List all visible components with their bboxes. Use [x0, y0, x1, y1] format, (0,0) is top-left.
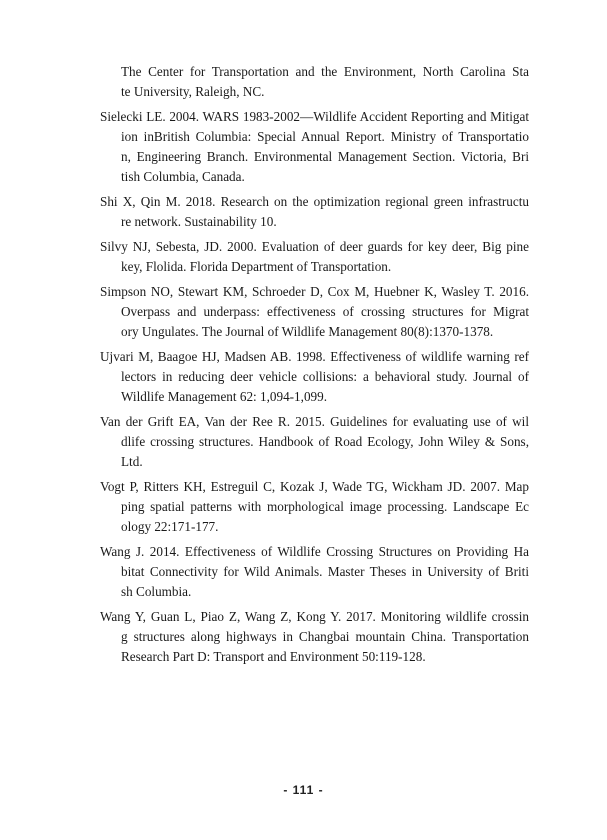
- reference-line: te University, Raleigh, NC.: [121, 84, 265, 99]
- reference-line: Wildlife Management 62: 1,094-1,099.: [121, 389, 328, 404]
- reference-line: lectors in reducing deer vehicle collisions: a behavioral study. Journal of: [121, 369, 529, 384]
- reference-line: n, Engineering Branch. Environmental Management Section. Victoria, Bri: [121, 149, 529, 164]
- reference-line: tish Columbia, Canada.: [121, 169, 245, 184]
- reference-line: Sielecki LE. 2004. WARS 1983-2002—Wildlife Accident Reporting and Mitigat: [100, 109, 529, 124]
- reference-line: Wang J. 2014. Effectiveness of Wildlife Crossing Structures on Providing Ha: [100, 544, 529, 559]
- reference-line: bitat Connectivity for Wild Animals. Master Theses in University of Briti: [121, 564, 529, 579]
- reference-line: g structures along highways in Changbai mountain China. Transportation: [121, 629, 529, 644]
- reference-line: Overpass and underpass: effectiveness of crossing structures for Migrat: [121, 304, 529, 319]
- reference-line: Vogt P, Ritters KH, Estreguil C, Kozak J, Wade TG, Wickham JD. 2007. Map: [100, 479, 529, 494]
- reference-entry: [100, 412, 529, 472]
- reference-line: Ujvari M, Baagoe HJ, Madsen AB. 1998. Effectiveness of wildlife warning ref: [100, 349, 529, 364]
- reference-entry: [100, 542, 529, 602]
- reference-line: Wang Y, Guan L, Piao Z, Wang Z, Kong Y. 2017. Monitoring wildlife crossin: [100, 609, 529, 624]
- reference-line: ping spatial patterns with morphological image processing. Landscape Ec: [121, 499, 529, 514]
- reference-entry: [100, 477, 529, 537]
- reference-line: ology 22:171-177.: [121, 519, 219, 534]
- reference-line: Simpson NO, Stewart KM, Schroeder D, Cox M, Huebner K, Wasley T. 2016.: [100, 284, 529, 299]
- reference-entry: [100, 192, 529, 232]
- reference-line: Silvy NJ, Sebesta, JD. 2000. Evaluation of deer guards for key deer, Big pine: [100, 239, 529, 254]
- reference-line: ory Ungulates. The Journal of Wildlife Management 80(8):1370-1378.: [121, 324, 494, 339]
- reference-line: Van der Grift EA, Van der Ree R. 2015. Guidelines for evaluating use of wil: [100, 414, 529, 429]
- reference-entry-continued: [100, 62, 529, 102]
- reference-entry: [100, 237, 529, 277]
- reference-entry: [100, 607, 529, 667]
- reference-line: sh Columbia.: [121, 584, 192, 599]
- reference-line: re network. Sustainability 10.: [121, 214, 277, 229]
- reference-line: ion inBritish Columbia: Special Annual Report. Ministry of Transportatio: [121, 129, 529, 144]
- reference-line: Research Part D: Transport and Environment 50:119-128.: [121, 649, 426, 664]
- reference-list: [100, 62, 529, 672]
- reference-line: Ltd.: [121, 454, 143, 469]
- reference-line: Shi X, Qin M. 2018. Research on the optimization regional green infrastructu: [100, 194, 529, 209]
- page-number: - 111 -: [283, 783, 324, 797]
- reference-entry: [100, 282, 529, 342]
- reference-line: key, Flolida. Florida Department of Transportation.: [121, 259, 392, 274]
- reference-line: The Center for Transportation and the Environment, North Carolina Sta: [121, 64, 529, 79]
- reference-entry: [100, 107, 529, 187]
- reference-entry: [100, 347, 529, 407]
- reference-line: dlife crossing structures. Handbook of Road Ecology, John Wiley & Sons,: [121, 434, 529, 449]
